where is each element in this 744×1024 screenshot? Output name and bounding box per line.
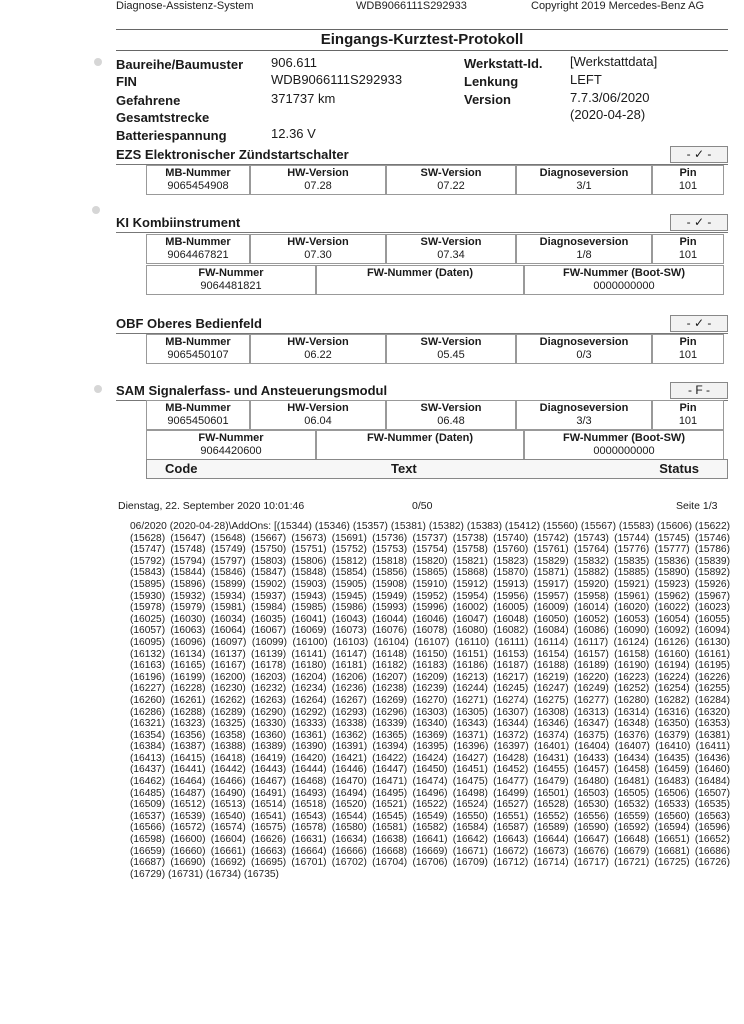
punch-hole-mark xyxy=(92,206,100,214)
sam-pin-value: 101 xyxy=(678,415,698,427)
col-header-pin: Pin xyxy=(679,236,697,248)
col-header-fw-daten: FW-Nummer (Daten) xyxy=(366,267,474,279)
section-header xyxy=(116,213,728,233)
section-status-badge: - ✓ - xyxy=(670,146,728,163)
text-column-header: Text xyxy=(391,461,417,476)
ki-fw-boot-value: 0000000000 xyxy=(593,280,655,292)
ezs-hw-cell xyxy=(250,165,386,195)
ki-fw-boot-cell xyxy=(524,265,724,295)
section-status-badge: - ✓ - xyxy=(670,315,728,332)
footer-date: Dienstag, 22. September 2020 10:01:46 xyxy=(118,500,305,512)
obf-diag-value: 0/3 xyxy=(576,349,592,361)
ki-hw-cell xyxy=(250,234,386,264)
col-header-pin: Pin xyxy=(679,167,697,179)
ki-fw-daten-cell xyxy=(316,265,524,295)
header-vin: WDB9066111S292933 xyxy=(356,0,467,12)
col-header-pin: Pin xyxy=(679,402,697,414)
section-header xyxy=(116,314,728,334)
footer-count: 0/50 xyxy=(412,500,433,512)
ki-diag-value: 1/8 xyxy=(576,249,592,261)
ezs-hw-value: 07.28 xyxy=(304,180,332,192)
lenkung-value: LEFT xyxy=(570,72,602,87)
mileage-label-line2: Gesamtstrecke xyxy=(116,110,210,125)
col-header-fw-boot: FW-Nummer (Boot-SW) xyxy=(563,267,685,279)
col-header-hw: HW-Version xyxy=(287,236,349,248)
col-header-diag: Diagnoseversion xyxy=(539,336,629,348)
mileage-label-line1: Gefahrene xyxy=(116,93,181,108)
section-title: KI Kombiinstrument xyxy=(116,215,241,230)
ezs-diag-cell xyxy=(516,165,652,195)
section-title: SAM Signalerfass- und Ansteuerungsmodul xyxy=(116,383,388,398)
sam-sw-value: 06.48 xyxy=(437,415,465,427)
sam-fw-cell xyxy=(146,430,316,460)
col-header-diag: Diagnoseversion xyxy=(539,167,629,179)
baureihe-value: 906.611 xyxy=(271,55,318,70)
footer-page: Seite 1/3 xyxy=(676,500,718,512)
obf-mb-cell xyxy=(146,334,250,364)
sam-pin-cell xyxy=(652,400,724,430)
version-label: Version xyxy=(464,92,511,107)
obf-sw-cell xyxy=(386,334,516,364)
version-value-line2: (2020-04-28) xyxy=(570,107,646,122)
ki-fw-cell xyxy=(146,265,316,295)
col-header-mb: MB-Nummer xyxy=(165,236,231,248)
ki-fw-value: 9064481821 xyxy=(200,280,262,292)
ki-sw-value: 07.34 xyxy=(437,249,465,261)
col-header-mb: MB-Nummer xyxy=(165,336,231,348)
col-header-mb: MB-Nummer xyxy=(165,167,231,179)
sam-diag-value: 3/3 xyxy=(576,415,592,427)
section-title: OBF Oberes Bedienfeld xyxy=(116,316,262,331)
obf-diag-cell xyxy=(516,334,652,364)
col-header-diag: Diagnoseversion xyxy=(539,236,629,248)
col-header-pin: Pin xyxy=(679,336,697,348)
section-status-badge: - ✓ - xyxy=(670,214,728,231)
version-value-line1: 7.7.3/06/2020 xyxy=(570,90,650,105)
sam-hw-cell xyxy=(250,400,386,430)
col-header-fw-boot: FW-Nummer (Boot-SW) xyxy=(563,432,685,444)
section-status-badge: - F - xyxy=(670,382,728,399)
fin-value: WDB9066111S292933 xyxy=(271,72,403,87)
page-title: Eingangs-Kurztest-Protokoll xyxy=(116,29,728,51)
ezs-mb-value: 9065454908 xyxy=(167,180,229,192)
sam-mb-cell xyxy=(146,400,250,430)
punch-hole-mark xyxy=(94,385,102,393)
section-ki xyxy=(116,213,728,233)
sam-fw-boot-value: 0000000000 xyxy=(593,445,655,457)
ezs-pin-value: 101 xyxy=(678,180,698,192)
ezs-mb-cell xyxy=(146,165,250,195)
ki-pin-value: 101 xyxy=(678,249,698,261)
col-header-fw: FW-Nummer xyxy=(198,432,264,444)
sam-diag-cell xyxy=(516,400,652,430)
ki-diag-cell xyxy=(516,234,652,264)
status-column-header: Status xyxy=(659,461,699,476)
col-header-fw-daten: FW-Nummer (Daten) xyxy=(366,432,474,444)
section-sam xyxy=(116,381,728,401)
section-obf xyxy=(116,314,728,334)
battery-label: Batteriespannung xyxy=(116,128,227,143)
werkstatt-label: Werkstatt-Id. xyxy=(464,56,543,71)
ki-hw-value: 07.30 xyxy=(304,249,332,261)
ezs-sw-cell xyxy=(386,165,516,195)
col-header-hw: HW-Version xyxy=(287,336,349,348)
ki-mb-value: 9064467821 xyxy=(167,249,229,261)
code-column-header: Code xyxy=(165,461,198,476)
sam-sw-cell xyxy=(386,400,516,430)
mileage-value: 371737 km xyxy=(271,91,336,106)
obf-pin-value: 101 xyxy=(678,349,698,361)
section-header xyxy=(116,381,728,401)
ki-mb-cell xyxy=(146,234,250,264)
ki-pin-cell xyxy=(652,234,724,264)
col-header-sw: SW-Version xyxy=(420,402,482,414)
col-header-hw: HW-Version xyxy=(287,167,349,179)
section-ezs xyxy=(116,145,728,165)
col-header-sw: SW-Version xyxy=(420,167,482,179)
sam-fw-daten-cell xyxy=(316,430,524,460)
header-copyright: Copyright 2019 Mercedes-Benz AG xyxy=(531,0,705,12)
baureihe-label: Baureihe/Baumuster xyxy=(116,57,244,72)
werkstatt-value: [Werkstattdata] xyxy=(570,54,658,69)
sam-fw-boot-cell xyxy=(524,430,724,460)
col-header-diag: Diagnoseversion xyxy=(539,402,629,414)
ezs-diag-value: 3/1 xyxy=(576,180,592,192)
battery-value: 12.36 V xyxy=(271,126,316,141)
sam-hw-value: 06.04 xyxy=(304,415,332,427)
section-header xyxy=(116,145,728,165)
col-header-sw: SW-Version xyxy=(420,336,482,348)
obf-hw-value: 06.22 xyxy=(304,349,332,361)
col-header-mb: MB-Nummer xyxy=(165,402,231,414)
col-header-sw: SW-Version xyxy=(420,236,482,248)
ezs-sw-value: 07.22 xyxy=(437,180,465,192)
obf-mb-value: 9065450107 xyxy=(167,349,229,361)
header-system: Diagnose-Assistenz-System xyxy=(116,0,254,12)
obf-sw-value: 05.45 xyxy=(437,349,465,361)
section-title: EZS Elektronischer Zündstartschalter xyxy=(116,147,349,162)
addons-list: 06/2020 (2020-04-28)\AddOns: [(15344) (15346) (15357) (15381) (15382) (15383) (15412) (15560) (15567) (15583) (15606) (15622) (15628) (15647) (15648) (15667) (15673) (15691) (15736) (15737) (15738) (15740) (15742) (15743) (15744) (15745) (15746) (15747) (15748) (15749) (15750) (15751) (15752) (15753) (15754) (15758) (15760) (15761) (15764) (15776) (15777) (15786) (15792) (15794) (15797) (15803) (15806) (15812) (15818) (15820) (15821) (15823) (15829) (15832) (15835) (15836) (15839) (15843) (15844) (15846) (15847) (15848) (15854) (15856) (15865) (15868) (15870) (15871) (15882) (15885) (15890) (15892) (15895) (15896) (15899) (15902) (15903) (15905) (15908) (15910) (15912) (15913) (15917) (15920) (15921) (15923) (15926) (15930) (15932) (15934) (15937) (15943) (15945) (15949) (15952) (15954) (15956) (15957) (15958) (15961) (15962) (15967) (15978) (15979) (15981) (15984) (15985) (15986) (15993) (15996) (16002) (16005) (16009) (16014) (16020) (16022) (16023) (16025) (16030) (16034) (16035) (16041) (16043) (16044) (16046) (16047) (16048) (16050) (16052) (16053) (16054) (16055) (16057) (16063) (16064) (16067) (16069) (16073) (16076) (16078) (16080) (16082) (16084) (16086) (16090) (16092) (16094) (16095) (16096) (16097) (16099) (16100) (16103) (16104) (16107) (16110) (16111) (16114) (16117) (16124) (16126) (16130) (16132) (16134) (16137) (16139) (16141) (16147) (16148) (16150) (16151) (16153) (16154) (16157) (16158) (16160) (16161) (16163) (16165) (16167) (16178) (16180) (16181) (16182) (16183) (16186) (16187) (16188) (16189) (16190) (16194) (16195) (16196) (16199) (16200) (16203) (16204) (16206) (16207) (16209) (16213) (16217) (16219) (16220) (16223) (16224) (16226) (16227) (16228) (16230) (16232) (16234) (16236) (16238) (16239) (16244) (16245) (16247) (16249) (16252) (16254) (16255) (16260) (16261) (16262) (16263) (16264) (16267) (16269) (16270) (16271) (16274) (16275) (16277) (16280) (16282) (16284) (16286) (16288) (16289) (16290) (16292) (16293) (16296) (16303) (16305) (16307) (16308) (16313) (16314) (16316) (16320) (16321) (16323) (16325) (16330) (16333) (16338) (16339) (16340) (16343) (16344) (16346) (16347) (16348) (16350) (16353) (16354) (16356) (16358) (16360) (16361) (16362) (16365) (16369) (16371) (16372) (16374) (16375) (16376) (16379) (16381) (16384) (16387) (16388) (16389) (16390) (16391) (16394) (16395) (16396) (16397) (16401) (16404) (16407) (16410) (16411) (16413) (16415) (16418) (16419) (16420) (16421) (16422) (16424) (16427) (16428) (16431) (16433) (16434) (16435) (16436) (16437) (16441) (16442) (16443) (16444) (16446) (16447) (16450) (16451) (16452) (16455) (16457) (16458) (16459) (16460) (16462) (16464) (16466) (16467) (16468) (16470) (16471) (16474) (16475) (16477) (16479) (16480) (16481) (16483) (16484) (16485) (16487) (16490) (16491) (16493) (16494) (16495) (16496) (16498) (16499) (16501) (16503) (16505) (16506) (16507) (16509) (16512) (16513) (16514) (16518) (16520) (16521) (16522) (16524) (16527) (16528) (16530) (16532) (16533) (16535) (16537) (16539) (16540) (16541) (16543) (16544) (16545) (16549) (16550) (16551) (16552) (16556) (16559) (16560) (16563) (16566) (16572) (16574) (16575) (16578) (16580) (16581) (16582) (16584) (16587) (16589) (16590) (16592) (16594) (16596) (16598) (16600) (16604) (16626) (16631) (16634) (16638) (16641) (16642) (16643) (16644) (16647) (16648) (16651) (16652) (16659) (16660) (16661) (16663) (16664) (16666) (16668) (16669) (16671) (16672) (16673) (16676) (16679) (16681) (16686) (16687) (16690) (16692) (16695) (16701) (16702) (16704) (16706) (16709) (16712) (16714) (16717) (16721) (16725) (16726) (16729) (16731) (16734) (16735) xyxy=(130,521,730,880)
lenkung-label: Lenkung xyxy=(464,74,519,89)
col-header-fw: FW-Nummer xyxy=(198,267,264,279)
sam-fw-value: 9064420600 xyxy=(200,445,262,457)
punch-hole-mark xyxy=(94,58,102,66)
obf-pin-cell xyxy=(652,334,724,364)
fin-label: FIN xyxy=(116,74,137,89)
obf-hw-cell xyxy=(250,334,386,364)
ki-sw-cell xyxy=(386,234,516,264)
sam-mb-value: 9065450601 xyxy=(167,415,229,427)
code-table-header xyxy=(146,459,728,479)
col-header-hw: HW-Version xyxy=(287,402,349,414)
ezs-pin-cell xyxy=(652,165,724,195)
